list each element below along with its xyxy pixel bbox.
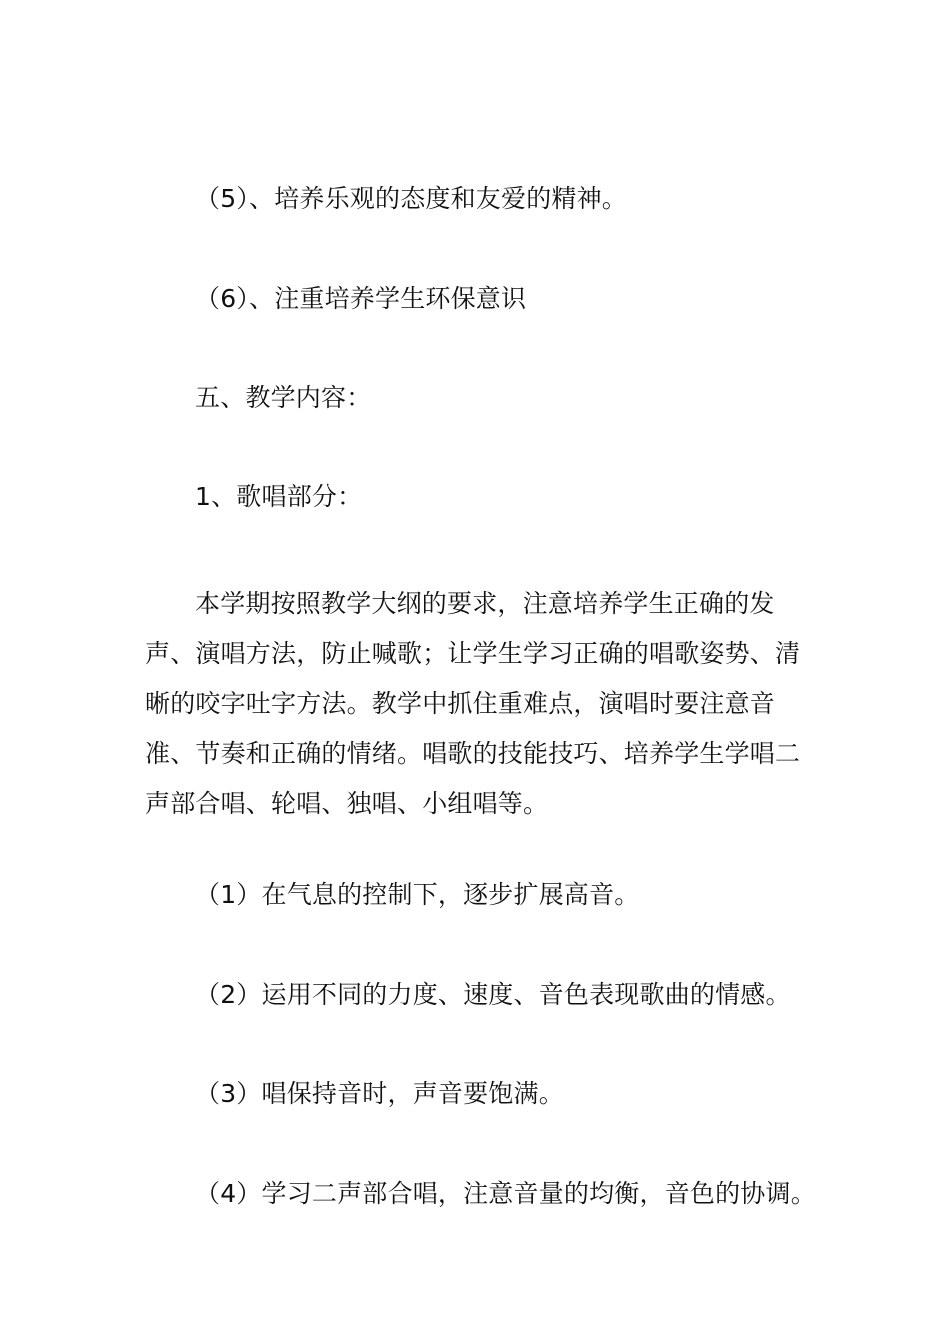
singing-point-2: （2）运用不同的力度、速度、音色表现歌曲的情感。 xyxy=(195,980,791,1009)
singing-point-1: （1）在气息的控制下，逐步扩展高音。 xyxy=(195,880,640,909)
section-heading: 五、教学内容： xyxy=(195,383,372,412)
singing-point-3: （3）唱保持音时，声音要饱满。 xyxy=(195,1079,564,1108)
singing-point-4: （4）学习二声部合唱，注意音量的均衡，音色的协调。 xyxy=(195,1179,816,1208)
subsection-heading: 1、歌唱部分： xyxy=(195,482,363,511)
objective-6: （6）、注重培养学生环保意识 xyxy=(195,284,527,313)
body-paragraph: 本学期按照教学大纲的要求，注意培养学生正确的发声、演唱方法，防止喊歌；让学生学习正确的唱歌姿势、清晰的咬字吐字方法。教学中抓住重难点，演唱时要注意音准、节奏和正确的情绪。唱歌的技能技巧、培养学生学唱二声部合唱、轮唱、独唱、小组唱等。 xyxy=(145,589,801,818)
objective-5: （5）、培养乐观的态度和友爱的精神。 xyxy=(195,184,628,213)
